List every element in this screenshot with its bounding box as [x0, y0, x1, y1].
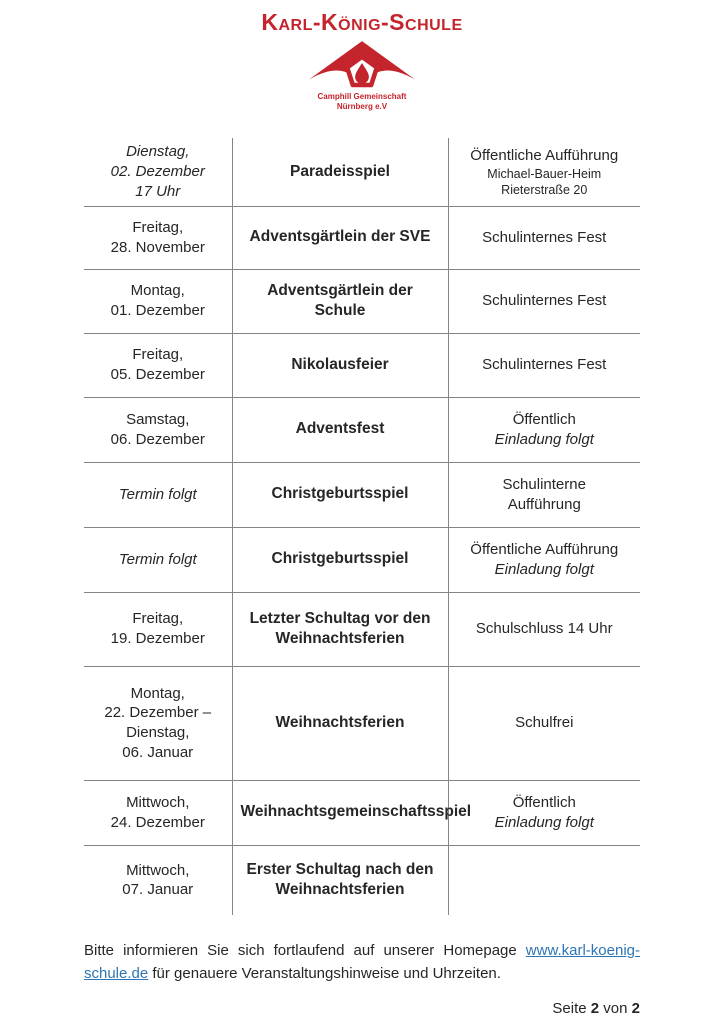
event-cell — [232, 592, 448, 666]
date-line: Samstag, — [126, 410, 190, 428]
event-cell — [232, 138, 448, 206]
total-pages: 2 — [631, 999, 640, 1017]
event-line: Christgeburtsspiel — [271, 550, 409, 568]
date-cell — [84, 206, 232, 269]
table-row — [84, 138, 640, 206]
event-cell — [232, 666, 448, 780]
table-row — [84, 206, 640, 269]
event-cell — [232, 780, 472, 845]
date-cell — [84, 333, 232, 397]
info-cell — [448, 462, 640, 527]
table-row — [84, 397, 640, 462]
document-header — [0, 0, 724, 112]
info-cell — [448, 138, 640, 206]
info-line: Schulinternes Fest — [482, 228, 607, 246]
date-line: Montag, — [130, 282, 185, 300]
info-cell — [448, 527, 640, 592]
info-line: Schulinternes Fest — [482, 292, 607, 310]
date-cell — [84, 138, 232, 206]
events-table — [84, 138, 640, 915]
info-line: Michael-Bauer-Heim — [487, 166, 602, 181]
info-line: Schulfrei — [515, 714, 574, 732]
date-cell — [84, 527, 232, 592]
event-cell — [232, 462, 448, 527]
date-line: Termin folgt — [118, 485, 197, 503]
date-line: 06. Dezember — [110, 430, 205, 448]
date-line: 07. Januar — [122, 881, 194, 899]
date-line: 28. November — [110, 238, 205, 256]
current-page: 2 — [590, 999, 600, 1017]
von-label: von — [599, 999, 632, 1017]
table-row — [84, 527, 640, 592]
event-line: Adventsgärtlein der Schule — [267, 281, 413, 320]
date-line: Freitag, — [132, 218, 184, 236]
table-row — [84, 780, 640, 845]
date-line: Mittwoch, — [126, 861, 190, 879]
info-line: Schulinterne — [502, 475, 586, 493]
info-line: Einladung folgt — [494, 560, 594, 578]
homepage-link[interactable]: www.karl-koenig-schule.de — [84, 942, 640, 983]
info-line: Einladung folgt — [494, 430, 594, 448]
info-cell — [448, 397, 640, 462]
date-line: 17 Uhr — [135, 182, 181, 200]
event-line: Nikolausfeier — [291, 355, 389, 373]
date-line: Freitag, — [132, 610, 184, 628]
footer-text-after: für genauere Veranstaltungshinweise und Uhrzeiten. — [148, 965, 501, 983]
event-line: Weihnachtsgemeinschaftsspiel — [240, 803, 472, 821]
info-line: Öffentlich — [512, 410, 576, 428]
page-label: Seite — [552, 999, 591, 1017]
info-line: Einladung folgt — [494, 813, 594, 831]
info-line: Öffentliche Aufführung — [470, 540, 619, 558]
page-title: Karl-König-Schule — [261, 9, 463, 35]
table-row — [84, 666, 640, 780]
date-line: Dienstag, — [126, 143, 190, 161]
date-line: 01. Dezember — [110, 302, 205, 320]
event-line: Weihnachtsferien — [275, 881, 405, 899]
event-line: Letzter Schultag vor den — [249, 609, 431, 627]
info-cell — [448, 666, 640, 780]
table-row — [84, 333, 640, 397]
date-line: 19. Dezember — [110, 630, 205, 648]
event-line: Weihnachtsferien — [275, 630, 405, 648]
date-line: 02. Dezember — [110, 163, 205, 181]
date-line: 24. Dezember — [110, 813, 205, 831]
table-row — [84, 269, 640, 333]
info-line: Öffentlich — [512, 793, 576, 811]
table-row — [84, 592, 640, 666]
date-cell — [84, 780, 232, 845]
logo-subtext-line1: Camphill Gemeinschaft — [317, 92, 407, 102]
logo-subtext — [0, 92, 724, 112]
event-line: Adventsfest — [295, 420, 385, 438]
date-line: 22. Dezember – — [104, 704, 212, 722]
event-cell — [232, 397, 448, 462]
logo-subtext-line2: Nürnberg e.V — [336, 102, 388, 112]
info-line: Rieterstraße 20 — [501, 182, 588, 197]
date-cell — [84, 397, 232, 462]
date-line: 06. Januar — [122, 743, 194, 761]
date-cell — [84, 666, 232, 780]
camphill-logo-icon — [307, 39, 417, 91]
info-line: Öffentliche Aufführung — [470, 146, 619, 164]
info-cell — [448, 269, 640, 333]
date-line: Freitag, — [132, 346, 184, 364]
info-cell — [448, 333, 640, 397]
date-line: 05. Dezember — [110, 366, 205, 384]
table-row — [84, 845, 640, 915]
event-cell — [232, 206, 448, 269]
info-cell — [448, 206, 640, 269]
date-cell — [84, 845, 232, 915]
info-cell — [448, 845, 640, 915]
date-line: Termin folgt — [118, 550, 197, 568]
table-row — [84, 462, 640, 527]
event-line: Erster Schultag nach den — [246, 860, 434, 878]
date-line: Montag, — [130, 684, 185, 702]
date-line: Dienstag, — [126, 724, 190, 742]
info-line: Schulinternes Fest — [482, 356, 607, 374]
event-cell — [232, 333, 448, 397]
school-logo — [0, 39, 724, 91]
event-line: Christgeburtsspiel — [271, 485, 409, 503]
date-line: Mittwoch, — [126, 793, 190, 811]
date-cell — [84, 592, 232, 666]
event-cell — [232, 845, 448, 915]
info-line: Schulschluss 14 Uhr — [475, 620, 613, 638]
info-cell — [448, 592, 640, 666]
footer-note — [84, 939, 640, 986]
event-cell — [232, 527, 448, 592]
event-cell — [232, 269, 448, 333]
date-cell — [84, 269, 232, 333]
page-number — [84, 1000, 640, 1017]
info-cell — [448, 780, 640, 845]
info-line: Aufführung — [507, 495, 581, 513]
event-line: Adventsgärtlein der SVE — [249, 228, 431, 246]
date-cell — [84, 462, 232, 527]
event-line: Paradeisspiel — [290, 162, 390, 180]
footer-text-before: Bitte informieren Sie sich fortlaufend auf unserer Homepage — [84, 942, 526, 960]
event-line: Weihnachtsferien — [275, 713, 405, 731]
